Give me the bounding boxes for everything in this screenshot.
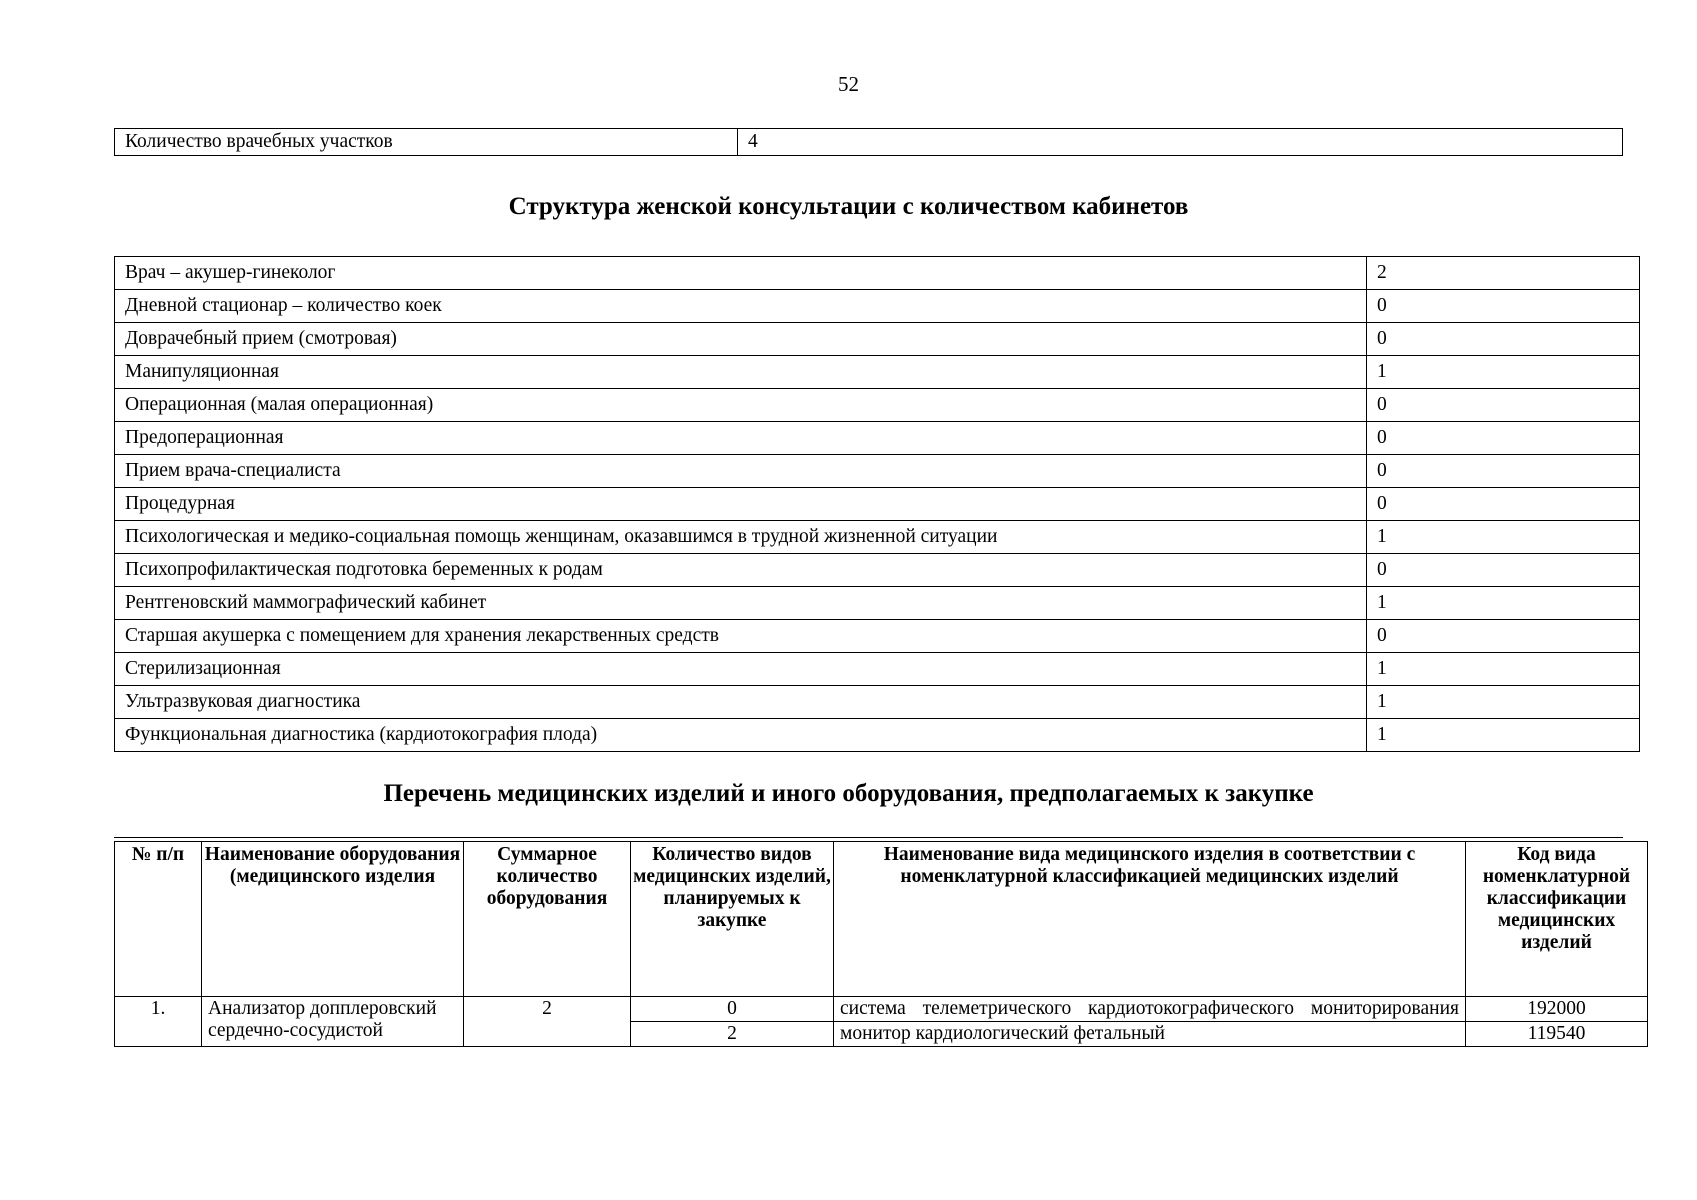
table-header-row <box>115 842 1648 997</box>
table-row <box>115 356 1640 389</box>
structure-table <box>114 256 1640 752</box>
table-row <box>115 455 1640 488</box>
room-label: Предоперационная <box>115 422 1367 455</box>
kind-qty: 2 <box>631 1022 834 1047</box>
room-count: 1 <box>1367 653 1640 686</box>
room-count: 1 <box>1367 356 1640 389</box>
room-label: Рентгеновский маммографический кабинет <box>115 587 1367 620</box>
page-number: 52 <box>838 72 859 96</box>
divider <box>114 837 1623 838</box>
equipment-table <box>114 841 1648 1047</box>
table-row <box>115 686 1640 719</box>
table-row <box>115 488 1640 521</box>
table-row <box>115 587 1640 620</box>
district-count-label: Количество врачебных участков <box>115 129 738 156</box>
room-count: 0 <box>1367 455 1640 488</box>
room-count: 0 <box>1367 323 1640 356</box>
room-label: Функциональная диагностика (кардиотокография плода) <box>115 719 1367 752</box>
table-row <box>115 422 1640 455</box>
district-count-value: 4 <box>738 129 1623 156</box>
equipment-heading: Перечень медицинских изделий и иного оборудования, предполагаемых к закупке <box>383 780 1314 807</box>
room-count: 0 <box>1367 554 1640 587</box>
district-count-table <box>114 128 1623 156</box>
col-header-total: Суммарное количество оборудования <box>464 842 631 997</box>
col-header-num: № п/п <box>115 842 202 997</box>
room-label: Процедурная <box>115 488 1367 521</box>
kind-name: система телеметрического кардиотокографического мониторирования <box>834 997 1466 1022</box>
table-row <box>115 323 1640 356</box>
col-header-kinds: Количество видов медицинских изделий, планируемых к закупке <box>631 842 834 997</box>
kind-qty: 0 <box>631 997 834 1022</box>
kind-code: 192000 <box>1466 997 1648 1022</box>
col-header-kind-name: Наименование вида медицинского изделия в соответствии с номенклатурной классификацией медицинских изделий <box>834 842 1466 997</box>
table-row <box>115 389 1640 422</box>
room-label: Прием врача-специалиста <box>115 455 1367 488</box>
table-row <box>115 997 1648 1022</box>
room-count: 0 <box>1367 488 1640 521</box>
table-row <box>115 257 1640 290</box>
equipment-name: Анализатор допплеровский сердечно-сосудистой <box>202 997 464 1047</box>
table-row <box>115 620 1640 653</box>
room-count: 1 <box>1367 686 1640 719</box>
structure-heading: Структура женской консультации с количеством кабинетов <box>508 193 1189 220</box>
room-count: 0 <box>1367 620 1640 653</box>
room-label: Доврачебный прием (смотровая) <box>115 323 1367 356</box>
room-label: Психопрофилактическая подготовка беременных к родам <box>115 554 1367 587</box>
room-label: Психологическая и медико-социальная помощь женщинам, оказавшимся в трудной жизненной ситуации <box>115 521 1367 554</box>
room-count: 0 <box>1367 290 1640 323</box>
room-count: 0 <box>1367 389 1640 422</box>
room-label: Манипуляционная <box>115 356 1367 389</box>
equipment-total: 2 <box>464 997 631 1047</box>
table-row <box>115 653 1640 686</box>
room-count: 0 <box>1367 422 1640 455</box>
room-label: Старшая акушерка с помещением для хранения лекарственных средств <box>115 620 1367 653</box>
room-label: Ультразвуковая диагностика <box>115 686 1367 719</box>
table-row <box>115 554 1640 587</box>
table-row <box>115 290 1640 323</box>
col-header-code: Код вида номенклатурной классификации медицинских изделий <box>1466 842 1648 997</box>
room-count: 1 <box>1367 587 1640 620</box>
room-label: Дневной стационар – количество коек <box>115 290 1367 323</box>
room-label: Врач – акушер-гинеколог <box>115 257 1367 290</box>
room-count: 2 <box>1367 257 1640 290</box>
table-row <box>115 129 1623 156</box>
table-row <box>115 521 1640 554</box>
room-label: Операционная (малая операционная) <box>115 389 1367 422</box>
kind-name: монитор кардиологический фетальный <box>834 1022 1466 1047</box>
room-count: 1 <box>1367 719 1640 752</box>
room-count: 1 <box>1367 521 1640 554</box>
col-header-name: Наименование оборудования (медицинского изделия <box>202 842 464 997</box>
kind-code: 119540 <box>1466 1022 1648 1047</box>
room-label: Стерилизационная <box>115 653 1367 686</box>
table-row <box>115 719 1640 752</box>
row-num: 1. <box>115 997 202 1047</box>
